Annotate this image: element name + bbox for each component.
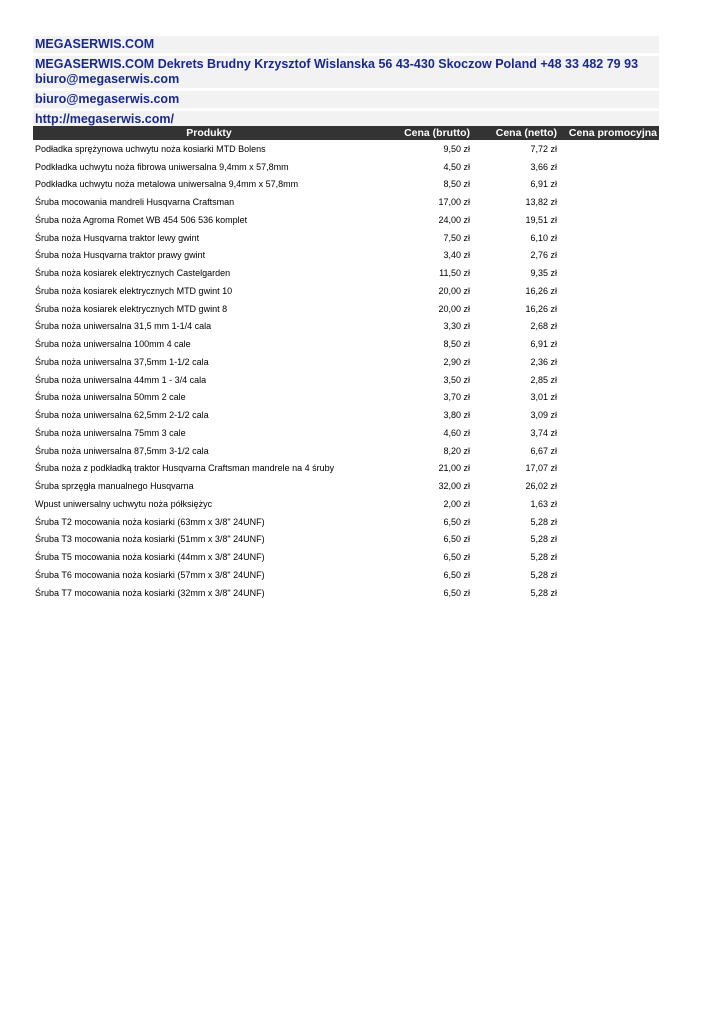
table-row <box>33 300 659 318</box>
table-body <box>33 140 659 602</box>
table-row <box>33 424 659 442</box>
gross-price: 6,50 zł <box>443 516 470 527</box>
net-price: 2,68 zł <box>530 321 557 332</box>
gross-price: 2,00 zł <box>443 498 470 509</box>
net-price: 5,28 zł <box>530 516 557 527</box>
net-price: 13,82 zł <box>525 197 557 208</box>
gross-price: 32,00 zł <box>438 481 470 492</box>
table-row <box>33 513 659 531</box>
table-row <box>33 495 659 513</box>
net-price: 26,02 zł <box>525 481 557 492</box>
table-row <box>33 193 659 211</box>
net-price: 3,74 zł <box>530 427 557 438</box>
gross-price: 20,00 zł <box>438 285 470 296</box>
gross-price: 11,50 zł <box>439 268 470 279</box>
table-header-row <box>33 126 659 140</box>
gross-price: 6,50 zł <box>443 587 470 598</box>
promo-price <box>559 460 659 478</box>
promo-price <box>559 335 659 353</box>
company-email[interactable]: biuro@megaserwis.com <box>33 91 659 108</box>
price-table <box>33 126 659 602</box>
promo-price <box>559 495 659 513</box>
promo-price <box>559 158 659 176</box>
promo-price <box>559 424 659 442</box>
table-row <box>33 264 659 282</box>
table-row <box>33 548 659 566</box>
table-row <box>33 247 659 265</box>
promo-price <box>559 406 659 424</box>
net-price: 7,72 zł <box>530 143 557 154</box>
product-name: Śruba noża kosiarek elektrycznych MTD gwint 8 <box>35 303 228 314</box>
product-name: Śruba noża uniwersalna 100mm 4 cale <box>35 339 191 350</box>
promo-price <box>559 318 659 336</box>
net-price: 2,36 zł <box>530 356 557 367</box>
net-price: 3,01 zł <box>530 392 557 403</box>
net-price: 6,91 zł <box>530 179 557 190</box>
product-name: Śruba sprzęgła manualnego Husqvarna <box>35 481 194 492</box>
promo-price <box>559 548 659 566</box>
promo-price <box>559 513 659 531</box>
gross-price: 6,50 zł <box>443 552 470 563</box>
gross-price: 3,70 zł <box>443 392 470 403</box>
product-name: Śruba T3 mocowania noża kosiarki (51mm x 3/8" 24UNF) <box>35 534 265 545</box>
promo-price <box>559 229 659 247</box>
gross-price: 17,00 zł <box>438 197 470 208</box>
promo-price <box>559 211 659 229</box>
product-name: Śruba noża uniwersalna 87,5mm 3-1/2 cala <box>35 445 209 456</box>
gross-price: 8,20 zł <box>443 445 470 456</box>
product-name: Podkładka uchwytu noża metalowa uniwersalna 9,4mm x 57,8mm <box>35 179 299 190</box>
table-row <box>33 140 659 158</box>
promo-price <box>559 566 659 584</box>
product-name: Śruba noża uniwersalna 37,5mm 1-1/2 cala <box>35 356 209 367</box>
net-price: 6,91 zł <box>530 339 557 350</box>
product-name: Śruba noża kosiarek elektrycznych Castelgarden <box>35 268 231 279</box>
table-row <box>33 460 659 478</box>
product-name: Śruba noża Agroma Romet WB 454 506 536 komplet <box>35 214 248 225</box>
product-name: Wpust uniwersalny uchwytu noża półksiężyc <box>35 498 213 509</box>
net-price: 16,26 zł <box>525 303 557 314</box>
net-price: 3,66 zł <box>530 161 557 172</box>
table-row <box>33 318 659 336</box>
page-header <box>33 36 659 131</box>
gross-price: 3,30 zł <box>443 321 470 332</box>
company-address: MEGASERWIS.COM Dekrets Brudny Krzysztof Wislanska 56 43-430 Skoczow Poland +48 33 482 79 93 biuro@megaserwis.com <box>33 56 659 88</box>
table-row <box>33 353 659 371</box>
table-row <box>33 442 659 460</box>
promo-price <box>559 193 659 211</box>
net-price: 19,51 zł <box>525 214 557 225</box>
gross-price: 8,50 zł <box>443 179 470 190</box>
net-price: 5,28 zł <box>530 569 557 580</box>
product-name: Śruba noża uniwersalna 44mm 1 - 3/4 cala <box>35 374 207 385</box>
table-row <box>33 477 659 495</box>
net-price: 1,63 zł <box>530 498 557 509</box>
product-name: Śruba noża uniwersalna 31,5 mm 1-1/4 cala <box>35 321 212 332</box>
gross-price: 6,50 zł <box>443 534 470 545</box>
promo-price <box>559 477 659 495</box>
net-price: 5,28 zł <box>530 587 557 598</box>
product-name: Śruba T6 mocowania noża kosiarki (57mm x 3/8" 24UNF) <box>35 569 265 580</box>
net-price: 9,35 zł <box>530 268 557 279</box>
gross-price: 4,60 zł <box>443 427 470 438</box>
product-name: Śruba T5 mocowania noża kosiarki (44mm x 3/8" 24UNF) <box>35 552 265 563</box>
company-url[interactable]: http://megaserwis.com/ <box>33 111 659 128</box>
gross-price: 8,50 zł <box>443 339 470 350</box>
gross-price: 6,50 zł <box>443 569 470 580</box>
product-name: Podładka sprężynowa uchwytu noża kosiarki MTD Bolens <box>35 143 266 154</box>
table-row <box>33 158 659 176</box>
net-price: 3,09 zł <box>530 410 557 421</box>
product-name: Śruba noża uniwersalna 75mm 3 cale <box>35 427 186 438</box>
net-price: 5,28 zł <box>530 534 557 545</box>
gross-price: 3,80 zł <box>443 410 470 421</box>
table-row <box>33 406 659 424</box>
product-name: Śruba T7 mocowania noża kosiarki (32mm x 3/8" 24UNF) <box>35 587 265 598</box>
table-row <box>33 566 659 584</box>
table-row <box>33 282 659 300</box>
product-name: Śruba noża uniwersalna 62,5mm 2-1/2 cala <box>35 410 209 421</box>
product-name: Śruba noża kosiarek elektrycznych MTD gwint 10 <box>35 285 233 296</box>
table-row <box>33 211 659 229</box>
promo-price <box>559 282 659 300</box>
net-price: 2,85 zł <box>530 374 557 385</box>
promo-price <box>559 389 659 407</box>
promo-price <box>559 353 659 371</box>
gross-price: 21,00 zł <box>438 463 470 474</box>
header-gross-price: Cena (brutto) <box>385 126 472 140</box>
gross-price: 3,50 zł <box>443 374 470 385</box>
net-price: 5,28 zł <box>530 552 557 563</box>
promo-price <box>559 531 659 549</box>
promo-price <box>559 300 659 318</box>
table-row <box>33 229 659 247</box>
net-price: 17,07 zł <box>525 463 557 474</box>
promo-price <box>559 264 659 282</box>
gross-price: 2,90 zł <box>443 356 470 367</box>
product-name: Śruba T2 mocowania noża kosiarki (63mm x 3/8" 24UNF) <box>35 516 265 527</box>
product-name: Śruba noża Husqvarna traktor prawy gwint <box>35 250 206 261</box>
promo-price <box>559 442 659 460</box>
table-row <box>33 389 659 407</box>
gross-price: 20,00 zł <box>438 303 470 314</box>
product-name: Śruba noża Husqvarna traktor lewy gwint <box>35 232 200 243</box>
product-name: Śruba noża z podkładką traktor Husqvarna Craftsman mandrele na 4 śruby <box>35 463 335 474</box>
net-price: 6,67 zł <box>530 445 557 456</box>
product-name: Śruba mocowania mandreli Husqvarna Craftsman <box>35 197 235 208</box>
promo-price <box>559 140 659 158</box>
promo-price <box>559 584 659 602</box>
gross-price: 3,40 zł <box>443 250 470 261</box>
gross-price: 24,00 zł <box>438 214 470 225</box>
gross-price: 7,50 zł <box>443 232 470 243</box>
net-price: 6,10 zł <box>530 232 557 243</box>
site-title: MEGASERWIS.COM <box>33 36 659 53</box>
promo-price <box>559 176 659 194</box>
table-row <box>33 584 659 602</box>
table-row <box>33 531 659 549</box>
net-price: 16,26 zł <box>525 285 557 296</box>
product-name: Podkładka uchwytu noża fibrowa uniwersalna 9,4mm x 57,8mm <box>35 161 289 172</box>
product-name: Śruba noża uniwersalna 50mm 2 cale <box>35 392 186 403</box>
gross-price: 4,50 zł <box>443 161 470 172</box>
header-promo-price: Cena promocyjna <box>559 126 659 140</box>
promo-price <box>559 247 659 265</box>
promo-price <box>559 371 659 389</box>
gross-price: 9,50 zł <box>443 143 470 154</box>
table-row <box>33 371 659 389</box>
table-row <box>33 335 659 353</box>
header-product: Produkty <box>33 126 385 140</box>
net-price: 2,76 zł <box>530 250 557 261</box>
table-row <box>33 176 659 194</box>
header-net-price: Cena (netto) <box>472 126 559 140</box>
